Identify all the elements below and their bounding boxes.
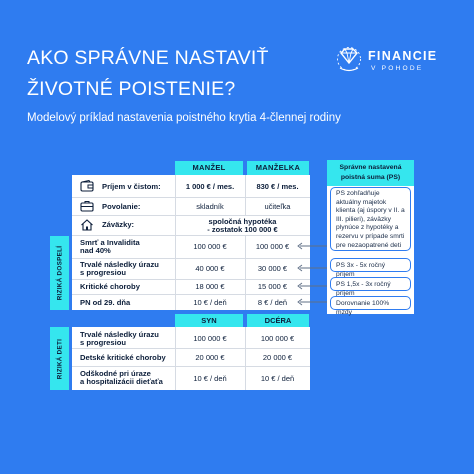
ps-note: Dorovnanie 100% mzdy: [330, 296, 411, 310]
adult-risk-label: Kritické choroby: [80, 282, 140, 291]
adult-risk-husband: 40 000 €: [195, 264, 225, 273]
kid-risk-son: 100 000 €: [193, 334, 227, 343]
diamond-icon: [336, 46, 362, 74]
arrow-left-icon: [295, 282, 330, 290]
title-line-2: ŽIVOTNÉ POISTENIE?: [27, 78, 236, 100]
job-husband: skladník: [196, 202, 224, 211]
briefcase-icon: [80, 200, 94, 212]
page-title: [27, 43, 269, 105]
kid-risk-label: Odškodné pri úraze: [80, 369, 151, 378]
adult-risk-husband: 100 000 €: [193, 242, 227, 251]
adult-risk-husband: 10 € / deň: [193, 298, 227, 307]
kid-risk-label: Detské kritické choroby: [80, 353, 166, 362]
row-divider: [72, 279, 310, 280]
column-header-wife: MANŽELKA: [247, 161, 309, 175]
side-label-kids-text: RIZIKÁ DETI: [56, 338, 63, 379]
row-divider: [72, 348, 310, 349]
ps-note: PS 1,5x - 3x ročný príjem: [330, 277, 411, 291]
row-divider: [72, 258, 310, 259]
row-divider: [72, 235, 310, 236]
adult-risk-wife: 30 000 €: [257, 264, 288, 273]
column-header-husband: MANŽEL: [175, 161, 243, 175]
row-divider: [72, 197, 310, 198]
job-wife: učiteľka: [264, 202, 291, 211]
kid-risk-label: Trvalé následky úrazu: [80, 330, 159, 339]
logo: [336, 46, 451, 74]
adult-risk-label: PN od 29. dňa: [80, 298, 131, 307]
column-header-son: SYN: [175, 314, 243, 327]
side-label-kids: [50, 327, 69, 390]
debt-label: Záväzky:: [102, 220, 135, 229]
title-line-1: AKO SPRÁVNE NASTAVIŤ: [27, 47, 269, 69]
adult-risk-wife: 8 € / deň: [257, 298, 288, 307]
income-husband: 1 000 € / mes.: [185, 182, 235, 191]
income-wife: 830 € / mes.: [256, 182, 299, 191]
subtitle: Modelový príklad nastavenia poistného krytia 4-člennej rodiny: [27, 112, 341, 124]
adult-risk-wife: 100 000 €: [255, 242, 290, 251]
ps-note: PS 3x - 5x ročný príjem: [330, 258, 411, 272]
column-header-daughter: DCÉRA: [247, 314, 309, 327]
wallet-icon: [80, 180, 94, 192]
kid-risk-daughter: 100 000 €: [260, 334, 295, 343]
income-label: Príjem v čistom:: [102, 182, 161, 191]
kid-risk-son: 20 000 €: [195, 353, 225, 362]
adult-risk-husband: 18 000 €: [195, 282, 225, 291]
kid-risk-daughter: 10 € / deň: [260, 374, 295, 383]
row-divider: [72, 366, 310, 367]
logo-tagline: V POHODE: [371, 65, 424, 72]
job-label: Povolanie:: [102, 202, 141, 211]
adult-risk-wife: 15 000 €: [257, 282, 288, 291]
kid-risk-son: 10 € / deň: [193, 374, 227, 383]
row-divider: [72, 294, 310, 295]
row-divider: [72, 215, 310, 216]
debt-line-1: spoločná hypotéka: [208, 217, 277, 226]
adult-risk-label: Trvalé následky úrazu: [80, 260, 159, 269]
debt-line-2: - zostatok 100 000 €: [207, 225, 278, 234]
side-label-adults-text: RIZIKÁ DOSPELÍ: [56, 245, 63, 301]
logo-brand: FINANCIE: [368, 49, 438, 63]
kid-risk-label-2: a hospitalizácii dieťaťa: [80, 377, 163, 386]
kid-risk-label-2: s progresiou: [80, 338, 126, 347]
kid-risk-daughter: 20 000 €: [262, 353, 293, 362]
adult-risk-label-2: nad 40%: [80, 246, 111, 255]
arrow-left-icon: [295, 264, 330, 272]
ps-note-main: PS zohľadňuje aktuálny majetok klienta (aj úspory v II. a III. pilieri), záväzky plynúce z hypotéky a rezervu v prípade smrti pre nezaopatrené deti: [330, 187, 411, 251]
arrow-left-icon: [295, 298, 330, 306]
house-icon: [80, 219, 94, 231]
arrow-left-icon: [295, 242, 330, 250]
adult-risk-label-2: s progresiou: [80, 268, 126, 277]
adult-risk-label: Smrť a Invalidita: [80, 238, 140, 247]
ps-header: Správne nastavená poistná suma (PS): [327, 160, 414, 186]
side-label-adults: [50, 236, 69, 310]
